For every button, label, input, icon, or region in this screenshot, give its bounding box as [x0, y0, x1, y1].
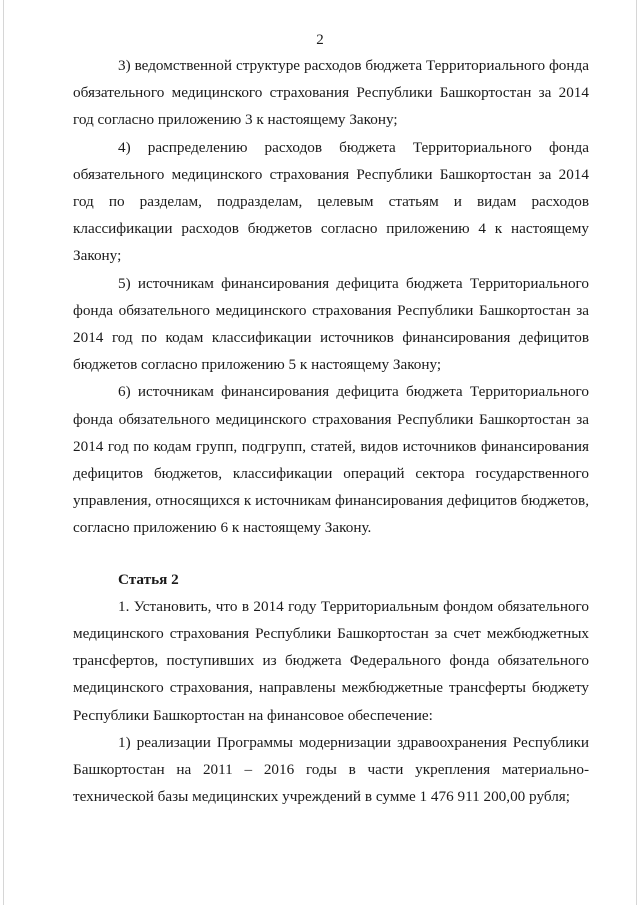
- page-edge-right: [636, 0, 637, 905]
- paragraph-item-5: 5) источникам финансирования дефицита бюджета Территориального фонда обязательного медицинского страхования Республики Башкортостан за 2014 год по кодам классификации источников финансирования дефицитов бюджетов согласно приложению 5 к настоящему Закону;: [73, 274, 589, 374]
- page-number: 2: [316, 32, 324, 48]
- article-subitem-1: 1) реализации Программы модернизации здравоохранения Республики Башкортостан на 2011 – 2016 годы в части укрепления материально-технической базы медицинских учреждений в сумме 1 476 911 200,00 рубля;: [73, 733, 589, 806]
- page-edge-left: [3, 0, 4, 905]
- paragraph-item-3: 3) ведомственной структуре расходов бюджета Территориального фонда обязательного медицинского страхования Республики Башкортостан за 2014 год согласно приложению 3 к настоящему Закону;: [73, 57, 589, 129]
- article-heading: Статья 2: [118, 570, 179, 588]
- document-body: [73, 52, 589, 810]
- paragraph-item-4: 4) распределению расходов бюджета Территориального фонда обязательного медицинского страхования Республики Башкортостан за 2014 год по разделам, подразделам, целевым статьям и видам расходов классификации расходов бюджетов согласно приложению 4 к настоящему Закону;: [73, 138, 589, 265]
- article-paragraph-1: 1. Установить, что в 2014 году Территориальным фондом обязательного медицинского страхования Республики Башкортостан за счет межбюджетных трансфертов, поступивших из бюджета Федерального фонда обязательного медицинского страхования, направлены межбюджетные трансферты бюджету Республики Башкортостан на финансовое обеспечение:: [73, 597, 589, 724]
- section-gap: [73, 542, 589, 566]
- paragraph-item-6: 6) источникам финансирования дефицита бюджета Территориального фонда обязательного медицинского страхования Республики Башкортостан за 2014 год по кодам групп, подгрупп, статей, видов источников финансирования дефицитов бюджетов, классификации операций сектора государственного управления, относящихся к источникам финансирования дефицитов бюджетов, согласно приложению 6 к настоящему Закону.: [73, 383, 589, 537]
